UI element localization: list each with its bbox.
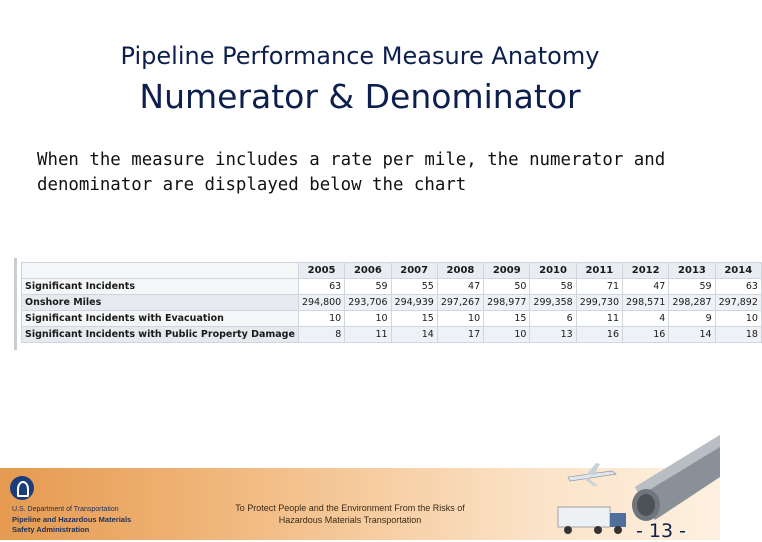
year-header: 2011 (576, 263, 622, 279)
table-cell: 50 (484, 279, 530, 295)
table-cell: 71 (576, 279, 622, 295)
table-cell: 298,571 (623, 295, 669, 311)
table-cell: 4 (623, 311, 669, 327)
table-cell: 16 (623, 327, 669, 343)
truck-icon (558, 507, 626, 534)
table-cell: 17 (437, 327, 483, 343)
table-cell: 10 (715, 311, 761, 327)
table-cell: 58 (530, 279, 576, 295)
table-cell: 10 (437, 311, 483, 327)
agency-block (12, 505, 131, 535)
mission-statement (222, 502, 478, 526)
year-header: 2010 (530, 263, 576, 279)
table-cell: 298,977 (484, 295, 530, 311)
year-header: 2006 (345, 263, 391, 279)
table-cell: 294,800 (298, 295, 344, 311)
agency-line-2: Safety Administration (12, 525, 90, 534)
table-cell: 18 (715, 327, 761, 343)
table-cell: 59 (669, 279, 715, 295)
table-cell: 15 (484, 311, 530, 327)
year-header: 2014 (715, 263, 761, 279)
table-cell: 11 (576, 311, 622, 327)
table-cell: 297,892 (715, 295, 761, 311)
table-cell: 299,358 (530, 295, 576, 311)
table-row (22, 327, 762, 343)
table-cell: 14 (669, 327, 715, 343)
row-label: Significant Incidents (22, 279, 299, 295)
body-line-2: denominator are displayed below the chart (37, 175, 467, 195)
table-cell: 11 (345, 327, 391, 343)
dot-logo-icon (10, 476, 34, 500)
table-row (22, 311, 762, 327)
table-cell: 47 (437, 279, 483, 295)
table-cell: 9 (669, 311, 715, 327)
table-cell: 47 (623, 279, 669, 295)
slide-subtitle: Pipeline Performance Measure Anatomy (120, 42, 600, 70)
table-cell: 294,939 (391, 295, 437, 311)
airplane-icon (568, 463, 616, 486)
table-corner (22, 263, 299, 279)
table-cell: 10 (345, 311, 391, 327)
data-table-container (14, 258, 758, 352)
table-cell: 13 (530, 327, 576, 343)
table-cell: 10 (298, 311, 344, 327)
row-label: Significant Incidents with Evacuation (22, 311, 299, 327)
year-header: 2007 (391, 263, 437, 279)
year-header: 2008 (437, 263, 483, 279)
table-cell: 55 (391, 279, 437, 295)
table-cell: 63 (298, 279, 344, 295)
table-cell: 8 (298, 327, 344, 343)
body-line-1: When the measure includes a rate per mile, the numerator and (37, 150, 666, 170)
year-header: 2005 (298, 263, 344, 279)
table-cell: 14 (391, 327, 437, 343)
table-left-bar (14, 258, 17, 350)
year-header: 2012 (623, 263, 669, 279)
table-cell: 298,287 (669, 295, 715, 311)
mission-line-1: To Protect People and the Environment From the Risks of (235, 503, 465, 513)
table-header-row (22, 263, 762, 279)
table-cell: 59 (345, 279, 391, 295)
mission-line-2: Hazardous Materials Transportation (278, 515, 422, 525)
incident-table (21, 262, 762, 343)
table-cell: 6 (530, 311, 576, 327)
table-row (22, 279, 762, 295)
table-cell: 293,706 (345, 295, 391, 311)
table-row (22, 295, 762, 311)
year-header: 2013 (669, 263, 715, 279)
year-header: 2009 (484, 263, 530, 279)
table-cell: 16 (576, 327, 622, 343)
agency-dept: U.S. Department of Transportation (12, 506, 119, 513)
agency-line-1: Pipeline and Hazardous Materials (12, 515, 132, 524)
row-label: Onshore Miles (22, 295, 299, 311)
table-cell: 10 (484, 327, 530, 343)
table-cell: 15 (391, 311, 437, 327)
table-cell: 297,267 (437, 295, 483, 311)
row-label: Significant Incidents with Public Property Damage (22, 327, 299, 343)
transport-illustration (540, 415, 720, 540)
body-text (37, 148, 697, 198)
pipeline-icon (632, 435, 720, 521)
table-cell: 63 (715, 279, 761, 295)
slide-title: Numerator & Denominator (139, 77, 581, 116)
page-number: - 13 - (636, 520, 686, 542)
table-cell: 299,730 (576, 295, 622, 311)
